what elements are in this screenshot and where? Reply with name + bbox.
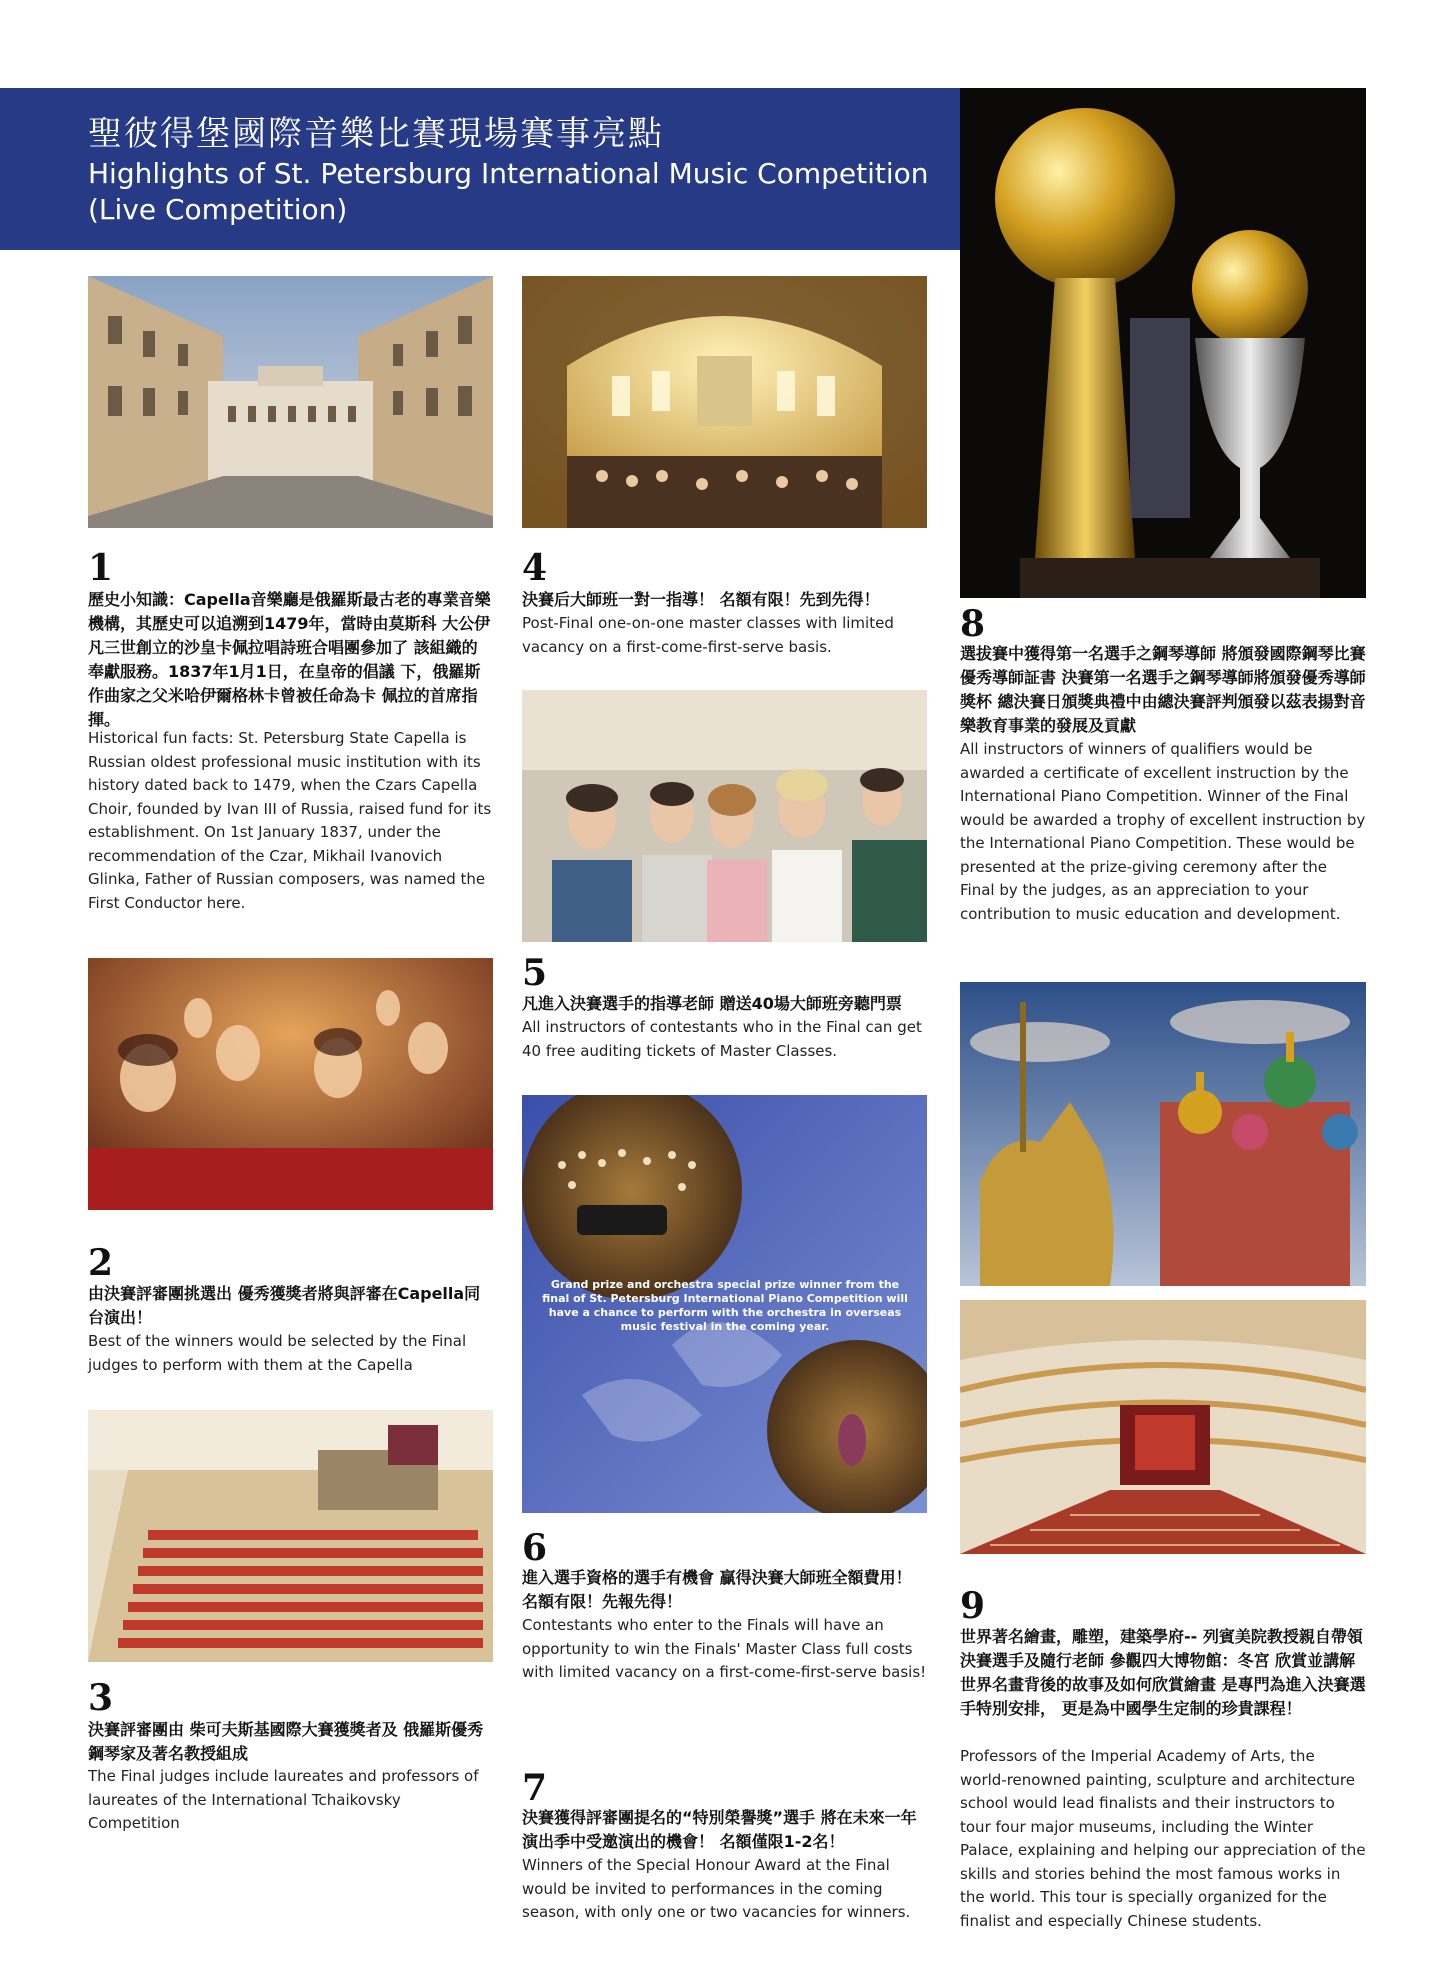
audience-applause-photo: [88, 958, 493, 1210]
golden-concert-hall-photo: [522, 276, 927, 528]
item-7-number: 7: [522, 1767, 548, 1809]
item-2-zh: 由決賽評審團挑選出 優秀獲獎者將與評審在Capella同台演出！: [88, 1284, 481, 1327]
item-6-zh: 進入選手資格的選手有機會 贏得決賽大師班全額費用！ 名額有限！先報先得！: [522, 1568, 912, 1611]
item-5-number: 5: [522, 952, 548, 994]
trophies-photo: [960, 88, 1366, 598]
capella-courtyard-photo: [88, 276, 493, 528]
item-4-en: Post-Final one-on-one master classes with limited vacancy on a first-come-first-serve basis.: [522, 614, 894, 656]
item-7-zh: 決賽獲得評審團提名的“特別榮譽獎”選手 將在未來一年演出季中受邀演出的機會！ 名額僅限1-2名！: [522, 1808, 917, 1851]
theatre-interior-photo: [960, 1300, 1366, 1554]
item-2-en: Best of the winners would be selected by the Final judges to perform with them at the Capella: [88, 1332, 467, 1374]
item-8-number: 8: [960, 603, 986, 645]
item-9-zh: 世界著名繪畫，雕塑，建築學府-- 列賓美院教授親自帶領決賽選手及隨行老師 參觀四大博物館：冬宮 欣賞並講解世界名畫背後的故事及如何欣賞繪畫 是專門為進入決賽選手特別安排， 更是為中國學生定制的珍貴課程！: [960, 1627, 1366, 1718]
item-3-en: The Final judges include laureates and professors of laureates of the International Tchaikovsky Competition: [88, 1767, 479, 1832]
item-5-zh: 凡進入決賽選手的指導老師 贈送40場大師班旁聽門票: [522, 994, 902, 1013]
item-1-en: Historical fun facts: St. Petersburg State Capella is Russian oldest professional music institution with its history dated back to 1479, when the Czars Capella Choir, founded by Ivan III of Russia, raised fund for its establishment. On 1st January 1837, under the recommendation of the Czar, Mikhail Ivanovich Glinka, Father of Russian composers, was named the First Conductor here.: [88, 729, 492, 912]
item-3-zh: 決賽評審團由 柴可夫斯基國際大賽獲獎者及 俄羅斯優秀鋼琴家及著名教授組成: [88, 1720, 484, 1763]
audience-listening-photo: [522, 690, 927, 942]
page-title-en-line2: (Live Competition): [88, 193, 348, 226]
item-1-zh: 歷史小知識：Capella音樂廳是俄羅斯最古老的專業音樂機構，其歷史可以追溯到1479年，當時由莫斯科 大公伊凡三世創立的沙皇卡佩拉唱詩班合唱團參加了 該組織的奉獻服務。1837年1月1日，在皇帝的倡議 下，俄羅斯作曲家之父米哈伊爾格林卡曾被任命為卡 佩拉的首席指揮。: [88, 590, 491, 729]
page-title-zh: 聖彼得堡國際音樂比賽現場賽事亮點: [88, 114, 664, 154]
item-4-number: 4: [522, 547, 548, 589]
item-5-en: All instructors of contestants who in the Final can get 40 free auditing tickets of Master Classes.: [522, 1018, 922, 1060]
item-4-zh: 決賽后大師班一對一指導！ 名額有限！先到先得！: [522, 590, 880, 609]
orchestra-poster: [522, 1095, 927, 1513]
header-banner: [0, 88, 960, 250]
item-2-number: 2: [88, 1242, 114, 1284]
item-9-en: Professors of the Imperial Academy of Arts, the world-renowned painting, sculpture and architecture school would lead finalists and their instructors to tour four major museums, including the Winter Palace, explaining and helping our appreciation of the skills and stories behind the most famous works in the world. This tour is specially organized for the finalist and especially Chinese students.: [960, 1747, 1366, 1930]
capella-hall-seats-photo: [88, 1410, 493, 1662]
item-1-number: 1: [88, 547, 114, 589]
item-7-en: Winners of the Special Honour Award at the Final would be invited to performances in the coming season, with only one or two vacancies for winners.: [522, 1856, 911, 1921]
item-6-number: 6: [522, 1527, 548, 1569]
poster-caption: Grand prize and orchestra special prize winner from the final of St. Petersburg International Piano Competition will have a chance to perform with the orchestra in overseas music festival in the coming year.: [542, 1278, 908, 1333]
item-6-en: Contestants who enter to the Finals will have an opportunity to win the Finals' Master Class full costs with limited vacancy on a first-come-first-serve basis!: [522, 1616, 927, 1681]
item-8-zh: 選拔賽中獲得第一名選手之鋼琴導師 將頒發國際鋼琴比賽優秀導師証書 決賽第一名選手之鋼琴導師將頒發優秀導師獎杯 總決賽日頒獎典禮中由總決賽評判頒發以茲表揚對音樂教育事業的發展及貢獻: [960, 644, 1366, 735]
cathedral-photo: [960, 982, 1366, 1286]
page-title-en: [88, 156, 948, 228]
item-9-number: 9: [960, 1585, 986, 1627]
page-title-en-line1: Highlights of St. Petersburg International Music Competition: [88, 157, 929, 190]
item-3-number: 3: [88, 1677, 114, 1719]
item-8-en: All instructors of winners of qualifiers would be awarded a certificate of excellent instruction by the International Piano Competition. Winner of the Final would be awarded a trophy of excellent instruction by the International Piano Competition. These would be presented at the prize-giving ceremony after the Final by the judges, as an appreciation to your contribution to music education and development.: [960, 740, 1366, 923]
